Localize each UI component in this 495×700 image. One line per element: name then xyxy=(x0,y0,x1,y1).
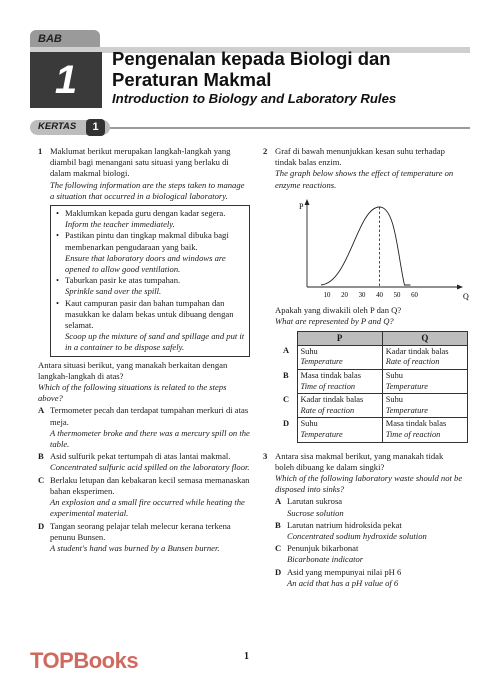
option-d[interactable] xyxy=(275,567,463,589)
question-3 xyxy=(263,451,463,589)
option-text-english: Concentrated sodium hydroxide solution xyxy=(287,530,427,541)
row-letter: C xyxy=(283,394,290,404)
section-divider xyxy=(110,127,470,129)
question-stem-english: The following information are the steps taken to manage a situation that occurred in a biological laboratory. xyxy=(50,179,245,201)
x-tick-label: 50 xyxy=(393,291,401,299)
steps-box xyxy=(50,205,250,357)
table-corner xyxy=(283,332,297,346)
option-text-english: A student's hand was burned by a Bunsen burner. xyxy=(50,542,220,553)
step-text-malay: • Pastikan pintu dan tingkap makmal dibuka bagi membenarkan pengudaraan yang baik. xyxy=(65,230,229,252)
x-tick-label: 10 xyxy=(323,291,331,299)
cell-english: Temperature xyxy=(385,405,428,415)
left-column xyxy=(38,146,250,554)
cell-q xyxy=(382,418,467,442)
table-header-p: P xyxy=(297,332,382,346)
option-letter: B xyxy=(38,451,44,462)
enzyme-temperature-graph xyxy=(293,195,473,303)
table-row[interactable] xyxy=(283,370,468,394)
option-text-malay: Penunjuk bikarbonat xyxy=(287,543,359,554)
chapter-label: BAB xyxy=(38,33,62,45)
right-column xyxy=(263,146,469,589)
cell-p xyxy=(297,394,382,418)
question-prompt-malay: Antara situasi berikut, yang manakah berkaitan dengan langkah-langkah di atas? xyxy=(38,359,228,381)
step-text-english: Scoop up the mixture of sand and spillage and put it in a container to be dispose safely. xyxy=(65,331,245,353)
question-1 xyxy=(38,146,250,357)
question-prompt-english: Which of the following situations is related to the steps above? xyxy=(38,382,227,404)
question-stem-malay: Antara sisa makmal berikut, yang manakah tidak boleh dibuang ke dalam singki? xyxy=(275,450,444,472)
step-item xyxy=(55,275,245,297)
enzyme-activity-curve xyxy=(321,207,411,285)
cell-malay: Suhu xyxy=(300,346,318,356)
question-number: 1 xyxy=(38,146,43,156)
option-text-english: An explosion and a small fire occurred while heating the experimental material. xyxy=(50,497,245,519)
section-number: 1 xyxy=(86,119,105,136)
option-a[interactable] xyxy=(275,496,463,518)
cell-q xyxy=(382,345,467,369)
option-d[interactable] xyxy=(38,521,250,555)
cell-p xyxy=(297,418,382,442)
step-text-malay: • Maklumkan kepada guru dengan kadar segera. xyxy=(65,208,226,219)
step-item xyxy=(55,208,245,230)
x-axis-label: Q xyxy=(463,291,469,301)
option-text-malay: Termometer pecah dan terdapat tumpahan merkuri di atas meja. xyxy=(50,405,249,427)
option-letter: D xyxy=(275,566,282,577)
cell-english: Temperature xyxy=(300,357,343,367)
table-row[interactable] xyxy=(283,345,468,369)
chapter-number: 1 xyxy=(54,58,78,102)
step-item xyxy=(55,230,245,275)
row-letter: A xyxy=(283,346,290,356)
option-text-english: An acid that has a pH value of 6 xyxy=(287,577,399,588)
cell-p xyxy=(297,370,382,394)
option-text-malay: Asid sulfurik pekat tertumpah di atas lantai makmal. xyxy=(50,451,231,462)
option-c[interactable] xyxy=(38,475,250,520)
step-item xyxy=(55,298,245,354)
step-text-english: Sprinkle sand over the spill. xyxy=(65,286,162,297)
question-stem-english: Which of the following laboratory waste should not be disposed into sinks? xyxy=(275,472,463,495)
option-letter: C xyxy=(38,474,45,485)
answer-table xyxy=(283,331,468,442)
cell-malay: Masa tindak balas xyxy=(385,419,447,429)
cell-malay: Kadar tindak balas xyxy=(300,395,364,405)
cell-english: Time of reaction xyxy=(385,429,441,439)
option-letter: C xyxy=(275,543,282,554)
table-row[interactable] xyxy=(283,394,468,418)
x-tick-label: 20 xyxy=(341,291,348,299)
option-text-malay: Larutan sukrosa xyxy=(287,496,343,507)
cell-english: Temperature xyxy=(300,429,343,439)
y-axis-label: P xyxy=(299,201,304,211)
page-number: 1 xyxy=(244,651,249,662)
cell-q xyxy=(382,394,467,418)
cell-p xyxy=(297,345,382,369)
cell-english: Temperature xyxy=(385,381,428,391)
step-text-english: Inform the teacher immediately. xyxy=(65,219,175,230)
cell-malay: Kadar tindak balas xyxy=(385,346,449,356)
option-letter: A xyxy=(275,496,282,507)
row-letter: B xyxy=(283,370,289,380)
question-prompt-english: What are represented by P and Q? xyxy=(275,316,394,327)
cell-english: Rate of reaction xyxy=(385,357,440,367)
cell-malay: Masa tindak balas xyxy=(300,371,361,380)
option-text-english: Sucrose solution xyxy=(287,507,344,518)
option-text-english: Concentrated sulfuric acid spilled on the laboratory floor. xyxy=(50,462,250,473)
cell-malay: Suhu xyxy=(300,419,318,429)
option-text-english: A thermometer broke and there was a mercury spill on the table. xyxy=(50,427,250,450)
question-stem-english: The graph below shows the effect of temperature on enzyme reactions. xyxy=(275,168,454,190)
x-tick-label: 60 xyxy=(411,291,418,299)
option-b[interactable] xyxy=(38,451,250,473)
question-number: 3 xyxy=(263,450,268,461)
step-text-malay: • Taburkan pasir ke atas tumpahan. xyxy=(65,275,181,286)
option-text-english: Bicarbonate indicator xyxy=(287,554,364,565)
step-text-english: Ensure that laboratory doors and windows are opened to allow good ventilation. xyxy=(65,252,226,275)
step-text-malay: • Kaut campuran pasir dan bahan tumpahan dan masukkan ke dalam bekas untuk dibuang dengan selamat. xyxy=(65,297,234,331)
question-number: 2 xyxy=(263,146,268,156)
cell-malay: Suhu xyxy=(385,371,403,380)
cell-english: Rate of reaction xyxy=(300,405,355,415)
x-tick-labels xyxy=(324,292,419,299)
y-axis-arrow xyxy=(305,199,310,205)
chapter-title-english: Introduction to Biology and Laboratory Rules xyxy=(112,91,397,106)
table-header-q: Q xyxy=(382,332,467,346)
table-row[interactable] xyxy=(283,418,468,442)
chapter-title-malay: Pengenalan kepada Biologi dan Peraturan Makmal xyxy=(112,48,391,90)
x-tick-label: 40 xyxy=(376,291,383,299)
publisher-watermark-logo: TOPBooks xyxy=(30,648,139,673)
cell-english: Time of reaction xyxy=(300,381,356,391)
option-letter: A xyxy=(38,405,45,416)
option-text-malay: Tangan seorang pelajar telah melecur kerana terkena penunu Bunsen. xyxy=(50,520,231,542)
row-letter: D xyxy=(283,418,290,428)
option-a[interactable] xyxy=(38,405,250,450)
option-letter: D xyxy=(38,520,45,531)
question-prompt-malay: Apakah yang diwakili oleh P dan Q? xyxy=(275,304,402,315)
option-text-malay: Larutan natrium hidroksida pekat xyxy=(287,519,402,530)
question-2 xyxy=(263,146,469,443)
question-stem-malay: Graf di bawah menunjukkan kesan suhu terhadap tindak balas enzim. xyxy=(275,146,445,168)
section-label: KERTAS xyxy=(38,121,77,132)
option-b[interactable] xyxy=(275,520,463,542)
option-text-malay: Asid yang mempunyai nilai pH 6 xyxy=(287,566,402,577)
option-letter: B xyxy=(275,519,281,530)
cell-q xyxy=(382,370,467,394)
option-c[interactable] xyxy=(275,543,463,565)
x-tick-label: 30 xyxy=(358,291,366,299)
cell-malay: Suhu xyxy=(385,395,403,405)
question-stem-malay: Maklumat berikut merupakan langkah-langkah yang diambil bagi menangani satu situasi yang berlaku di dalam makmal biologi. xyxy=(50,146,231,179)
option-text-malay: Berlaku letupan dan kebakaran kecil semasa memanaskan bahan eksperimen. xyxy=(50,474,250,496)
x-axis-arrow xyxy=(457,284,463,289)
